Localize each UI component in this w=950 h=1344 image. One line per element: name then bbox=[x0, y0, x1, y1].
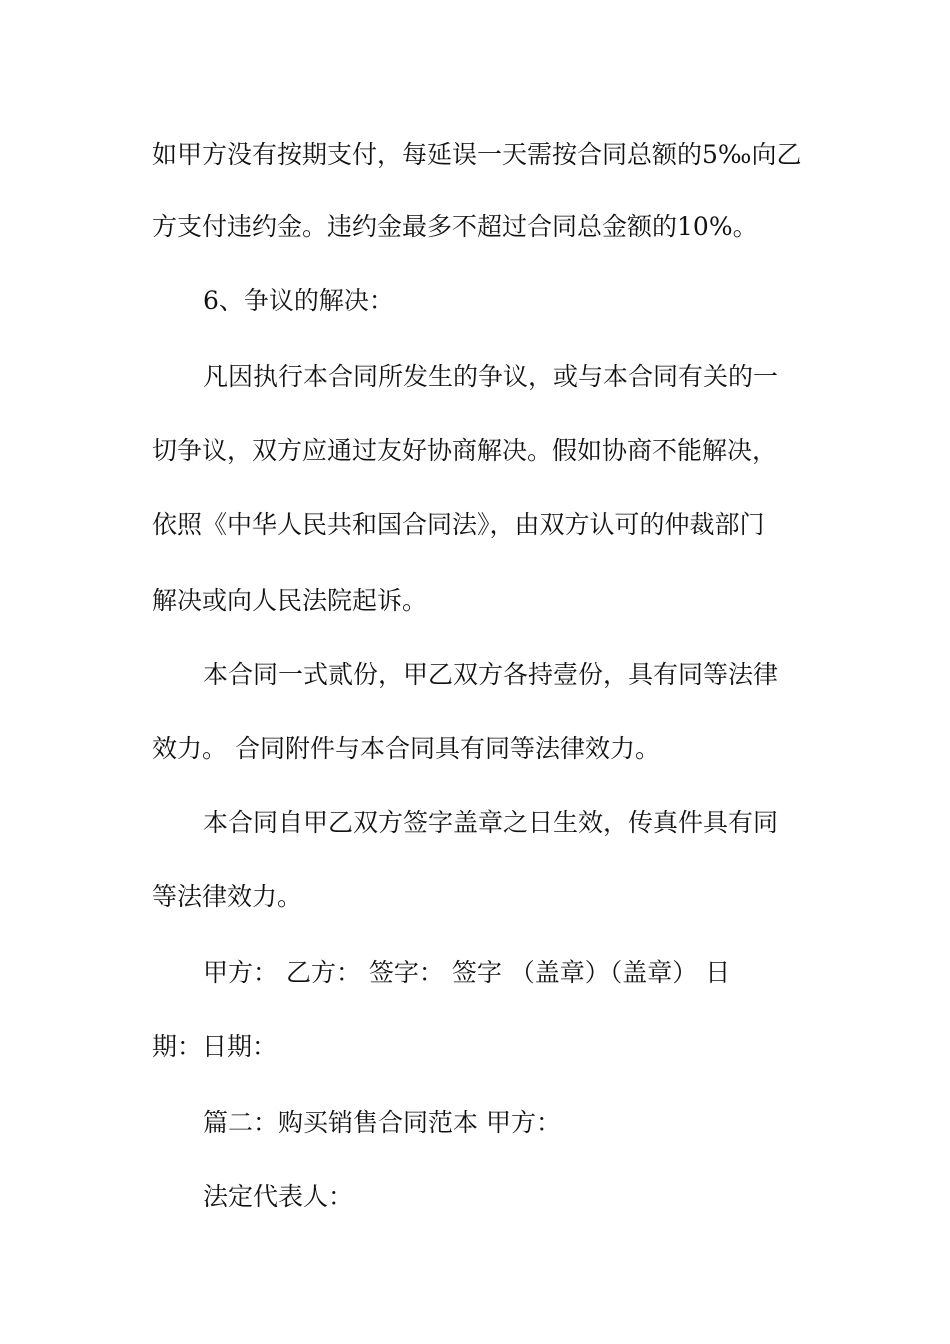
text-line: 效力。 合同附件与本合同具有同等法律效力。 bbox=[152, 734, 660, 763]
text-line: 本合同一式贰份，甲乙双方各持壹份，具有同等法律 bbox=[203, 660, 779, 689]
text-line: 切争议，双方应通过友好协商解决。假如协商不能解决， bbox=[152, 436, 778, 465]
text-line: 法定代表人： bbox=[203, 1182, 354, 1211]
section-heading: 篇二：购买销售合同范本 甲方： bbox=[203, 1108, 561, 1137]
text-line: 如甲方没有按期支付，每延误一天需按合同总额的5‰向乙 bbox=[152, 140, 802, 169]
text-line: 本合同自甲乙双方签字盖章之日生效，传真件具有同 bbox=[203, 808, 779, 837]
text-line: 方支付违约金。违约金最多不超过合同总金额的10%。 bbox=[152, 212, 758, 241]
text-line: 凡因执行本合同所发生的争议，或与本合同有关的一 bbox=[203, 362, 779, 391]
date-line: 期：日期： bbox=[152, 1032, 278, 1061]
text-line: 依照《中华人民共和国合同法》，由双方认可的仲裁部门 bbox=[152, 510, 765, 539]
text-line: 解决或向人民法院起诉。 bbox=[152, 586, 428, 615]
section-heading: 6、争议的解决： bbox=[203, 286, 394, 315]
signature-line: 甲方： 乙方： 签字： 签字 （盖章）（盖章） 日 bbox=[203, 958, 731, 987]
text-line: 等法律效力。 bbox=[152, 882, 303, 911]
